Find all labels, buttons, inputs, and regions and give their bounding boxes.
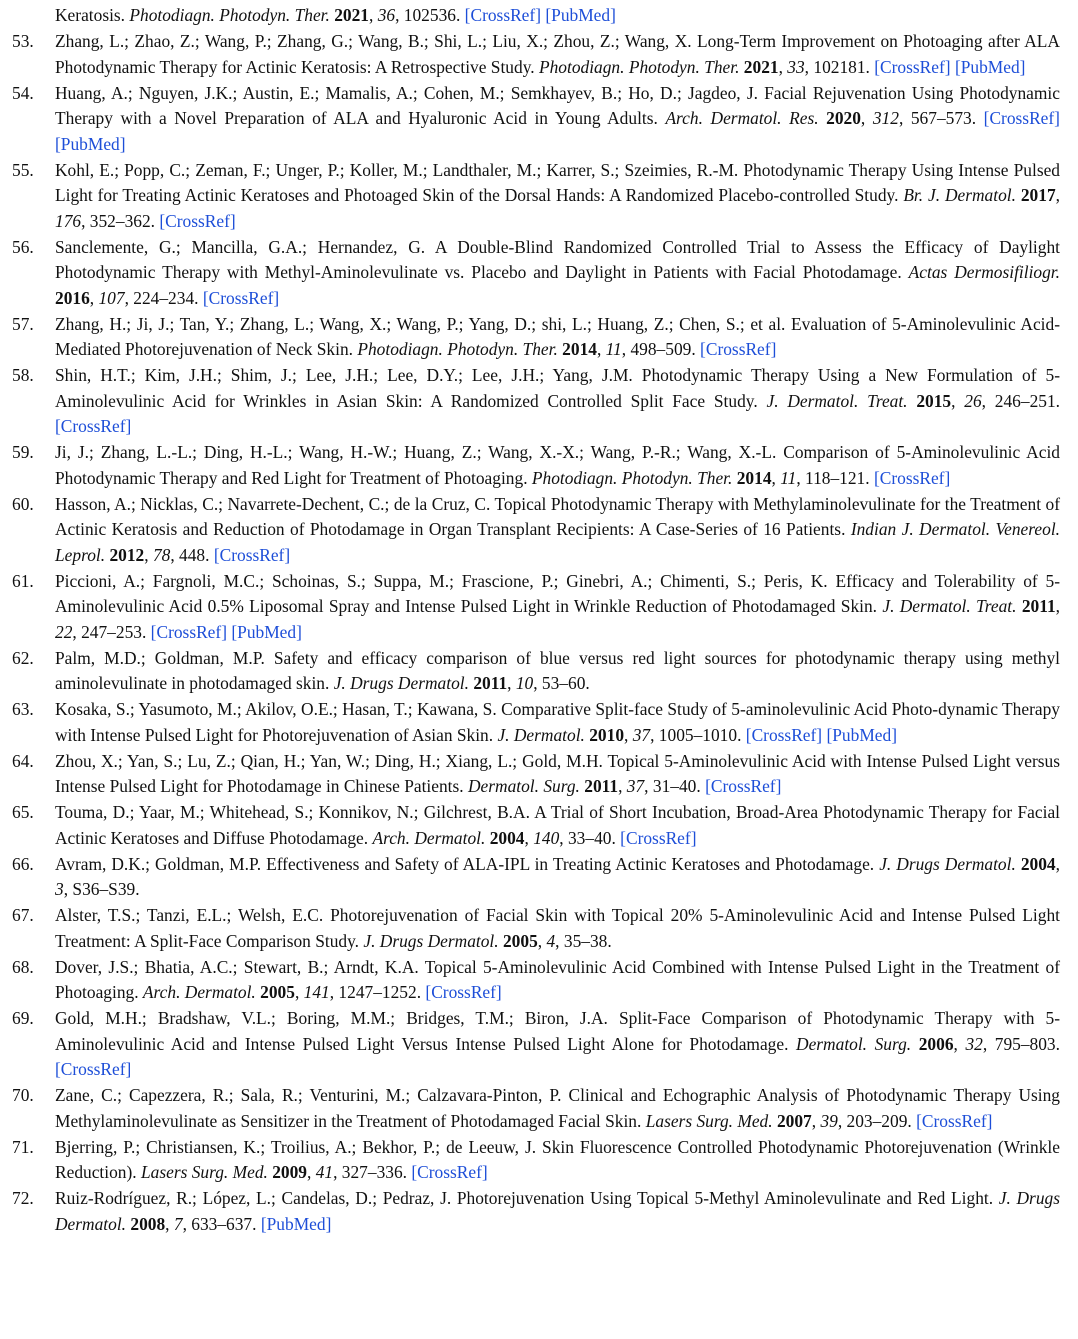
reference-number: 64. <box>12 750 34 771</box>
reference-number: 63. <box>12 699 34 719</box>
reference-year: 2005 <box>260 982 295 1002</box>
reference-year: 2004 <box>1020 853 1056 874</box>
reference-number: 67. <box>12 905 34 925</box>
reference-pages: , 33–40. <box>559 827 616 848</box>
reference-volume: 39 <box>820 1110 838 1131</box>
reference-item: 66. Avram, D.K.; Goldman, M.P. Effectiveness and Safety of ALA-IPL in Treating Actinic Keratoses and Photodamage. J. Drugs Dermatol. 2004, 3, S36–S39. <box>12 853 1060 899</box>
reference-pages: , 247–253. <box>72 621 147 642</box>
reference-authors: Zane, C.; Capezzera, R.; Sala, R.; Venturini, M.; Calzavara-Pinton, P. <box>55 1085 562 1105</box>
reference-volume: 78 <box>152 544 171 565</box>
reference-volume: 4 <box>546 930 556 951</box>
reference-title: Topical 5-Aminolevulinic Acid with Intense Pulsed Light versus Intense Pulsed Light for Photodamage in Chinese Patients. <box>55 750 1060 796</box>
reference-number: 66. <box>12 853 34 874</box>
crossref-link[interactable]: [CrossRef] <box>983 108 1060 128</box>
reference-title: Long-Term Improvement on Photoaging after ALA Photodynamic Therapy for Actinic Keratosis: A Retrospective Study. <box>55 31 1060 77</box>
reference-number: 72. <box>12 1188 34 1208</box>
pubmed-link[interactable]: [PubMed] <box>231 621 302 642</box>
reference-authors: Shin, H.T.; Kim, J.H.; Shim, J.; Lee, J.H.; Lee, D.Y.; Lee, J.H.; Yang, J.M. <box>55 365 633 385</box>
reference-journal: Photodiagn. Photodyn. Ther. <box>357 339 558 359</box>
reference-journal: Photodiagn. Photodyn. Ther. <box>538 56 740 77</box>
reference-journal: Dermatol. Surg. <box>796 1033 912 1054</box>
reference-volume: 33 <box>787 56 805 77</box>
crossref-link[interactable]: [CrossRef] <box>411 1162 488 1182</box>
reference-journal: Actas Dermosifiliogr. <box>908 262 1060 282</box>
reference-item: 55. Kohl, E.; Popp, C.; Zeman, F.; Unger, P.; Koller, M.; Landthaler, M.; Karrer, S.; Szeimies, R.-M. Photodynamic Therapy Using Intense Pulsed Light for Treating Actinic Keratoses and Photoaged Skin of the Dorsal Hands: A Randomized Placebo-controlled Study. Br. J. Dermatol. 2017, 176, 352–362. [CrossRef] <box>12 159 1061 231</box>
reference-journal: Photodiagn. Photodyn. Ther. <box>129 5 330 25</box>
reference-item: 69. Gold, M.H.; Bradshaw, V.L.; Boring, M.M.; Bridges, T.M.; Biron, J.A. Split-Face Comparison of Photodynamic Therapy with 5-Aminolevulinic Acid and Intense Pulsed Light Versus Intense Pulsed Light Alone for Photodamage. Dermatol. Surg. 2006, 32, 795–803. [CrossRef] <box>12 1008 1060 1079</box>
reference-journal: J. Drugs Dermatol. <box>879 853 1016 874</box>
reference-pages: , 102536. <box>395 5 461 25</box>
reference-authors: Zhou, X.; Yan, S.; Lu, Z.; Qian, H.; Yan, W.; Ding, H.; Xiang, L.; Gold, M.H. <box>55 750 603 771</box>
reference-number: 59. <box>12 442 34 462</box>
reference-pages: , 203–209. <box>837 1110 912 1131</box>
reference-pages: , 498–509. <box>621 339 696 359</box>
reference-volume: 3 <box>55 879 64 899</box>
reference-number: 61. <box>12 570 34 591</box>
reference-title: Photodynamic Therapy Using Intense Pulsed Light for Treating Actinic Keratoses and Photoaged Skin of the Dorsal Hands: A Randomized Placebo-controlled Study. <box>55 159 1061 205</box>
reference-pages: , 224–234. <box>124 287 199 308</box>
reference-year: 2015 <box>916 390 952 411</box>
crossref-link[interactable]: [CrossRef] <box>620 827 697 848</box>
reference-volume: 140 <box>533 827 560 848</box>
reference-year: 2004 <box>489 827 525 848</box>
pubmed-link[interactable]: [PubMed] <box>826 724 897 745</box>
reference-pages: , 102181. <box>804 56 870 77</box>
reference-item: 63. Kosaka, S.; Yasumoto, M.; Akilov, O.E.; Hasan, T.; Kawana, S. Comparative Split-face Study of 5-aminolevulinic Acid Photo-dynamic Therapy with Intense Pulsed Light for Photorejuvenation of Asian Skin. J. Dermatol. 2010, 37, 1005–1010. [CrossRef] [PubMed] <box>12 699 1060 745</box>
reference-title: Safety and efficacy comparison of blue versus red light sources for photodynamic therapy using methyl aminolevulinate in photodamaged skin. <box>55 647 1060 693</box>
reference-pages: , 246–251. <box>981 390 1061 411</box>
reference-journal: Arch. Dermatol. Res. <box>665 108 819 128</box>
reference-title: Efficacy and Tolerability of 5-Aminolevulinic Acid 0.5% Liposomal Spray and Intense Pulsed Light in Wrinkle Reduction of Photodamaged Skin. <box>55 570 1060 616</box>
reference-year: 2021 <box>743 56 779 77</box>
reference-authors: Bjerring, P.; Christiansen, K.; Troilius, A.; Bekhor, P.; de Leeuw, J. <box>55 1136 537 1157</box>
crossref-link[interactable]: [CrossRef] <box>916 1110 993 1131</box>
reference-pages: , 35–38. <box>555 930 612 951</box>
reference-year: 2014 <box>736 467 772 488</box>
reference-pages: , 795–803. <box>982 1033 1060 1054</box>
reference-journal: Indian J. Dermatol. Venereol. Leprol. <box>55 519 1060 565</box>
reference-year: 2020 <box>826 108 861 128</box>
reference-authors: Dover, J.S.; Bhatia, A.C.; Stewart, B.; Arndt, K.A. <box>55 956 419 977</box>
reference-authors: Gold, M.H.; Bradshaw, V.L.; Boring, M.M.; Bridges, T.M.; Biron, J.A. <box>55 1008 608 1028</box>
crossref-link[interactable]: [CrossRef] <box>213 544 291 565</box>
crossref-link[interactable]: [CrossRef] <box>55 1059 132 1079</box>
reference-pages: , 567–573. <box>898 108 977 128</box>
reference-year: 2011 <box>473 673 508 693</box>
reference-journal: J. Dermatol. Treat. <box>882 596 1017 616</box>
crossref-link[interactable]: [CrossRef] <box>705 776 782 796</box>
reference-year: 2007 <box>776 1110 812 1131</box>
reference-title: Skin Fluorescence Controlled Photodynamic Photorejuvenation (Wrinkle Reduction). <box>55 1136 1060 1182</box>
reference-pages: , S36–S39. <box>63 879 140 899</box>
reference-year: 2021 <box>334 5 369 25</box>
reference-journal: J. Dermatol. <box>497 724 585 745</box>
reference-title: Evaluation of 5-Aminolevulinic Acid-Mediated Photorejuvenation of Neck Skin. <box>55 313 1060 359</box>
crossref-link[interactable]: [CrossRef] <box>150 621 227 642</box>
reference-volume: 11 <box>605 339 622 359</box>
reference-journal: J. Drugs Dermatol. <box>55 1188 1060 1234</box>
reference-title: Facial Rejuvenation Using Photodynamic Therapy with a Novel Preparation of ALA and Hyaluronic Acid in Young Adults. <box>55 82 1060 128</box>
reference-list <box>0 3 1078 1238</box>
reference-number: 60. <box>12 493 34 514</box>
reference-authors: Touma, D.; Yaar, M.; Whitehead, S.; Konnikov, N.; Gilchrest, B.A. <box>55 802 530 822</box>
reference-title: A Trial of Short Incubation, Broad-Area Photodynamic Therapy for Facial Actinic Keratoses and Diffuse Photodamage. <box>55 802 1060 848</box>
reference-number: 70. <box>12 1085 34 1105</box>
reference-item: Keratosis. Photodiagn. Photodyn. Ther. 2021, 36, 102536. [CrossRef] [PubMed] <box>55 5 616 25</box>
reference-volume: 176 <box>55 210 82 231</box>
reference-year: 2011 <box>1021 596 1056 616</box>
reference-item: 71. Bjerring, P.; Christiansen, K.; Troilius, A.; Bekhor, P.; de Leeuw, J. Skin Fluorescence Controlled Photodynamic Photorejuvenation (Wrinkle Reduction). Lasers Surg. Med. 2009, 41, 327–336. [CrossRef] <box>12 1136 1060 1182</box>
crossref-link[interactable]: [CrossRef] <box>425 982 502 1002</box>
reference-authors: Sanclemente, G.; Mancilla, G.A.; Hernandez, G. <box>55 236 426 257</box>
reference-journal: Lasers Surg. Med. <box>140 1162 268 1182</box>
reference-pages: , 633–637. <box>182 1213 257 1234</box>
reference-authors: Avram, D.K.; Goldman, M.P. <box>55 853 262 874</box>
reference-volume: 36 <box>377 5 396 25</box>
reference-pages: , 352–362. <box>81 210 156 231</box>
reference-year: 2014 <box>562 339 597 359</box>
crossref-link[interactable]: [CrossRef] <box>159 210 236 231</box>
crossref-link[interactable]: [CrossRef] <box>874 56 951 77</box>
reference-volume: 22 <box>55 621 73 642</box>
reference-authors: Huang, A.; Nguyen, J.K.; Austin, E.; Mamalis, A.; Cohen, M.; Semkhayev, B.; Ho, D.; Jagdeo, J. <box>55 82 758 103</box>
reference-journal: Photodiagn. Photodyn. Ther. <box>531 467 733 488</box>
pubmed-link[interactable]: [PubMed] <box>260 1213 332 1234</box>
reference-item: 68. Dover, J.S.; Bhatia, A.C.; Stewart, B.; Arndt, K.A. Topical 5-Aminolevulinic Acid Combined with Intense Pulsed Light in the Treatment of Photoaging. Arch. Dermatol. 2005, 141, 1247–1252. [CrossRef] <box>12 956 1060 1002</box>
reference-pages: , 1247–1252. <box>329 982 422 1002</box>
reference-authors: Ruiz-Rodríguez, R.; López, L.; Candelas, D.; Pedraz, J. <box>55 1188 452 1208</box>
reference-title: Photorejuvenation Using Topical 5-Methyl Aminolevulinate and Red Light. <box>451 1188 999 1208</box>
reference-number: 65. <box>12 802 34 822</box>
reference-title: Photorejuvenation of Facial Skin with Topical 20% 5-Aminolevulinic Acid and Intense Pulsed Light Treatment: A Split-Face Comparison Study. <box>55 905 1060 951</box>
reference-journal: Lasers Surg. Med. <box>645 1110 773 1131</box>
reference-item: 58. Shin, H.T.; Kim, J.H.; Shim, J.; Lee, J.H.; Lee, D.Y.; Lee, J.H.; Yang, J.M. Photodynamic Therapy Using a New Formulation of 5-Aminolevulinic Acid for Wrinkles in Asian Skin: A Randomized Controlled Split Face Study. J. Dermatol. Treat. 2015, 26, 246–251. [CrossRef] <box>12 365 1061 436</box>
reference-year: 2009 <box>272 1162 307 1182</box>
reference-item: 57. Zhang, H.; Ji, J.; Tan, Y.; Zhang, L.; Wang, X.; Wang, P.; Yang, D.; shi, L.; Huang, Z.; Chen, S.; et al. Evaluation of 5-Aminolevulinic Acid-Mediated Photorejuvenation of Neck Skin. Photodiagn. Photodyn. Ther. 2014, 11, 498–509. [CrossRef] <box>12 313 1060 359</box>
reference-item: 56. Sanclemente, G.; Mancilla, G.A.; Hernandez, G. A Double-Blind Randomized Controlled Trial to Assess the Efficacy of Daylight Photodynamic Therapy with Methyl-Aminolevulinate vs. Placebo and Daylight in Patients with Facial Photodamage. Actas Dermosifiliogr. 2016, 107, 224–234. [CrossRef] <box>12 236 1060 308</box>
pubmed-link[interactable]: [PubMed] <box>954 56 1026 77</box>
reference-journal: Arch. Dermatol. <box>142 982 256 1002</box>
reference-number: 68. <box>12 956 34 977</box>
reference-item: 61. Piccioni, A.; Fargnoli, M.C.; Schoinas, S.; Suppa, M.; Frascione, P.; Ginebri, A.; Chimenti, S.; Peris, K. Efficacy and Tolerability of 5-Aminolevulinic Acid 0.5% Liposomal Spray and Intense Pulsed Light in Wrinkle Reduction of Photodamaged Skin. J. Dermatol. Treat. 2011, 22, 247–253. [CrossRef] [PubMed] <box>12 570 1060 642</box>
reference-authors: Ji, J.; Zhang, L.-L.; Ding, H.-L.; Wang, H.-W.; Huang, Z.; Wang, X.-X.; Wang, P.-R.; Wang, X.-L. <box>55 442 777 462</box>
reference-title: Effectiveness and Safety of ALA-IPL in Treating Actinic Keratoses and Photodamage. <box>261 853 880 874</box>
reference-item: 70. Zane, C.; Capezzera, R.; Sala, R.; Venturini, M.; Calzavara-Pinton, P. Clinical and Echographic Analysis of Photodynamic Therapy Using Methylaminolevulinate as Sensitizer in the Treatment of Photodamaged Facial Skin. Lasers Surg. Med. 2007, 39, 203–209. [CrossRef] <box>12 1085 1060 1131</box>
reference-year: 2017 <box>1020 185 1056 205</box>
reference-pages: , 448. <box>170 544 210 565</box>
reference-volume: 312 <box>872 108 899 128</box>
reference-title: Topical Photodynamic Therapy with Methylaminolevulinate for the Treatment of Actinic Keratosis and Reduction of Photodamage in Organ Transplant Recipients: A Case-Series of 16 Patients. <box>55 493 1060 539</box>
reference-year: 2016 <box>55 287 90 308</box>
reference-volume: 11 <box>780 467 797 488</box>
reference-volume: 107 <box>98 287 125 308</box>
reference-item: 59. Ji, J.; Zhang, L.-L.; Ding, H.-L.; Wang, H.-W.; Huang, Z.; Wang, X.-X.; Wang, P.-R.; Wang, X.-L. Comparison of 5-Aminolevulinic Acid Photodynamic Therapy and Red Light for Treatment of Photoaging. Photodiagn. Photodyn. Ther. 2014, 11, 118–121. [CrossRef] <box>12 442 1060 488</box>
reference-number: 71. <box>12 1136 34 1157</box>
pubmed-link[interactable]: [PubMed] <box>545 5 616 25</box>
reference-number: 62. <box>12 647 34 668</box>
reference-item: 54. Huang, A.; Nguyen, J.K.; Austin, E.; Mamalis, A.; Cohen, M.; Semkhayev, B.; Ho, D.; Jagdeo, J. Facial Rejuvenation Using Photodynamic Therapy with a Novel Preparation of ALA and Hyaluronic Acid in Young Adults. Arch. Dermatol. Res. 2020, 312, 567–573. [CrossRef] [PubMed] <box>12 82 1060 154</box>
reference-pages: , 327–336. <box>333 1162 408 1182</box>
reference-number: 53. <box>12 31 34 51</box>
reference-authors: Zhang, L.; Zhao, Z.; Wang, P.; Zhang, G.; Wang, B.; Shi, L.; Liu, X.; Zhou, Z.; Wang, X. <box>55 31 692 51</box>
reference-item: 65. Touma, D.; Yaar, M.; Whitehead, S.; Konnikov, N.; Gilchrest, B.A. A Trial of Short Incubation, Broad-Area Photodynamic Therapy for Facial Actinic Keratoses and Diffuse Photodamage. Arch. Dermatol. 2004, 140, 33–40. [CrossRef] <box>12 802 1060 848</box>
reference-pages: , 53–60. <box>533 673 590 693</box>
reference-item: 53. Zhang, L.; Zhao, Z.; Wang, P.; Zhang, G.; Wang, B.; Shi, L.; Liu, X.; Zhou, Z.; Wang, X. Long-Term Improvement on Photoaging after ALA Photodynamic Therapy for Actinic Keratosis: A Retrospective Study. Photodiagn. Photodyn. Ther. 2021, 33, 102181. [CrossRef] [PubMed] <box>12 31 1060 77</box>
reference-year: 2012 <box>109 544 145 565</box>
reference-number: 58. <box>12 365 34 385</box>
crossref-link[interactable]: [CrossRef] <box>873 467 951 488</box>
reference-number: 55. <box>12 159 34 180</box>
reference-authors: Zhang, H.; Ji, J.; Tan, Y.; Zhang, L.; Wang, X.; Wang, P.; Yang, D.; shi, L.; Huang, Z.; Chen, S.; et al. <box>55 313 786 334</box>
reference-pages: , 1005–1010. <box>650 724 742 745</box>
crossref-link[interactable]: [CrossRef] <box>202 287 280 308</box>
reference-authors: Kosaka, S.; Yasumoto, M.; Akilov, O.E.; Hasan, T.; Kawana, S. <box>55 699 497 719</box>
reference-number: 54. <box>12 82 34 103</box>
reference-authors: Alster, T.S.; Tanzi, E.L.; Welsh, E.C. <box>55 905 324 925</box>
reference-volume: 37 <box>626 776 645 796</box>
reference-journal: Dermatol. Surg. <box>467 776 580 796</box>
reference-authors: Kohl, E.; Popp, C.; Zeman, F.; Unger, P.; Koller, M.; Landthaler, M.; Karrer, S.; Szeimies, R.-M. <box>55 159 739 180</box>
reference-journal: Arch. Dermatol. <box>372 827 486 848</box>
reference-title: Photodynamic Therapy Using a New Formulation of 5-Aminolevulinic Acid for Wrinkles in Asian Skin: A Randomized Controlled Split Face Study. <box>55 365 1060 411</box>
reference-title: Split-Face Comparison of Photodynamic Therapy with 5-Aminolevulinic Acid and Intense Pulsed Light Versus Intense Pulsed Light Alone for Photodamage. <box>55 1008 1060 1054</box>
reference-item: 62. Palm, M.D.; Goldman, M.P. Safety and efficacy comparison of blue versus red light sources for photodynamic therapy using methyl aminolevulinate in photodamaged skin. J. Drugs Dermatol. 2011, 10, 53–60. <box>12 647 1060 693</box>
reference-item: 64. Zhou, X.; Yan, S.; Lu, Z.; Qian, H.; Yan, W.; Ding, H.; Xiang, L.; Gold, M.H. Topical 5-Aminolevulinic Acid with Intense Pulsed Light versus Intense Pulsed Light for Photodamage in Chinese Patients. Dermatol. Surg. 2011, 37, 31–40. [CrossRef] <box>12 750 1060 796</box>
reference-item: 72. Ruiz-Rodríguez, R.; López, L.; Candelas, D.; Pedraz, J. Photorejuvenation Using Topical 5-Methyl Aminolevulinate and Red Light. J. Drugs Dermatol. 2008, 7, 633–637. [PubMed] <box>12 1188 1060 1234</box>
reference-pages: , 118–121. <box>796 467 870 488</box>
reference-year: 2010 <box>589 724 625 745</box>
crossref-link[interactable]: [CrossRef] <box>700 339 777 359</box>
reference-title: Clinical and Echographic Analysis of Photodynamic Therapy Using Methylaminolevulinate as Sensitizer in the Treatment of Photodamaged Facial Skin. <box>55 1085 1060 1131</box>
reference-item: 60. Hasson, A.; Nicklas, C.; Navarrete-Dechent, C.; de la Cruz, C. Topical Photodynamic Therapy with Methylaminolevulinate for the Treatment of Actinic Keratosis and Reduction of Photodamage in Organ Transplant Recipients: A Case-Series of 16 Patients. Indian J. Dermatol. Venereol. Leprol. 2012, 78, 448. [CrossRef] <box>12 493 1060 565</box>
reference-volume: 26 <box>964 390 982 411</box>
pubmed-link[interactable]: [PubMed] <box>55 133 126 154</box>
reference-journal: Br. J. Dermatol. <box>903 185 1016 205</box>
reference-journal: J. Drugs Dermatol. <box>333 673 469 693</box>
reference-volume: 41 <box>315 1162 334 1182</box>
reference-authors: Palm, M.D.; Goldman, M.P. <box>55 647 265 668</box>
reference-year: 2005 <box>502 930 538 951</box>
reference-title: Topical 5-Aminolevulinic Acid Combined with Intense Pulsed Light in the Treatment of Photoaging. <box>55 956 1060 1002</box>
reference-authors: Piccioni, A.; Fargnoli, M.C.; Schoinas, S.; Suppa, M.; Frascione, P.; Ginebri, A.; Chimenti, S.; Peris, K. <box>55 570 828 591</box>
reference-volume: 37 <box>632 724 651 745</box>
reference-volume: 10 <box>515 673 534 693</box>
reference-year: 2006 <box>918 1033 954 1054</box>
reference-title: Comparative Split-face Study of 5-aminolevulinic Acid Photo-dynamic Therapy with Intense Pulsed Light for Photorejuvenation of Asian Skin. <box>55 699 1060 745</box>
reference-item: 67. Alster, T.S.; Tanzi, E.L.; Welsh, E.C. Photorejuvenation of Facial Skin with Topical 20% 5-Aminolevulinic Acid and Intense Pulsed Light Treatment: A Split-Face Comparison Study. J. Drugs Dermatol. 2005, 4, 35–38. <box>12 905 1060 951</box>
crossref-link[interactable]: [CrossRef] <box>464 5 541 25</box>
crossref-link[interactable]: [CrossRef] <box>55 416 132 436</box>
crossref-link[interactable]: [CrossRef] <box>745 724 823 745</box>
reference-volume: 7 <box>173 1213 183 1234</box>
reference-year: 2008 <box>130 1213 166 1234</box>
reference-title: A Double-Blind Randomized Controlled Trial to Assess the Efficacy of Daylight Photodynamic Therapy with Methyl-Aminolevulinate vs. Placebo and Daylight in Patients with Facial Photodamage. <box>55 236 1060 282</box>
reference-number: 56. <box>12 236 34 257</box>
reference-authors: Keratosis. <box>55 5 126 25</box>
reference-pages: , 31–40. <box>644 776 701 796</box>
reference-number: 57. <box>12 313 34 334</box>
reference-number: 69. <box>12 1008 34 1028</box>
reference-journal: J. Dermatol. Treat. <box>766 390 908 411</box>
reference-volume: 32 <box>965 1033 983 1054</box>
reference-volume: 141 <box>303 982 330 1002</box>
reference-year: 2011 <box>584 776 619 796</box>
reference-authors: Hasson, A.; Nicklas, C.; Navarrete-Dechent, C.; de la Cruz, C. <box>55 493 491 514</box>
reference-journal: J. Drugs Dermatol. <box>363 930 499 951</box>
reference-title: Comparison of 5-Aminolevulinic Acid Photodynamic Therapy and Red Light for Treatment of Photoaging. <box>55 442 1060 488</box>
